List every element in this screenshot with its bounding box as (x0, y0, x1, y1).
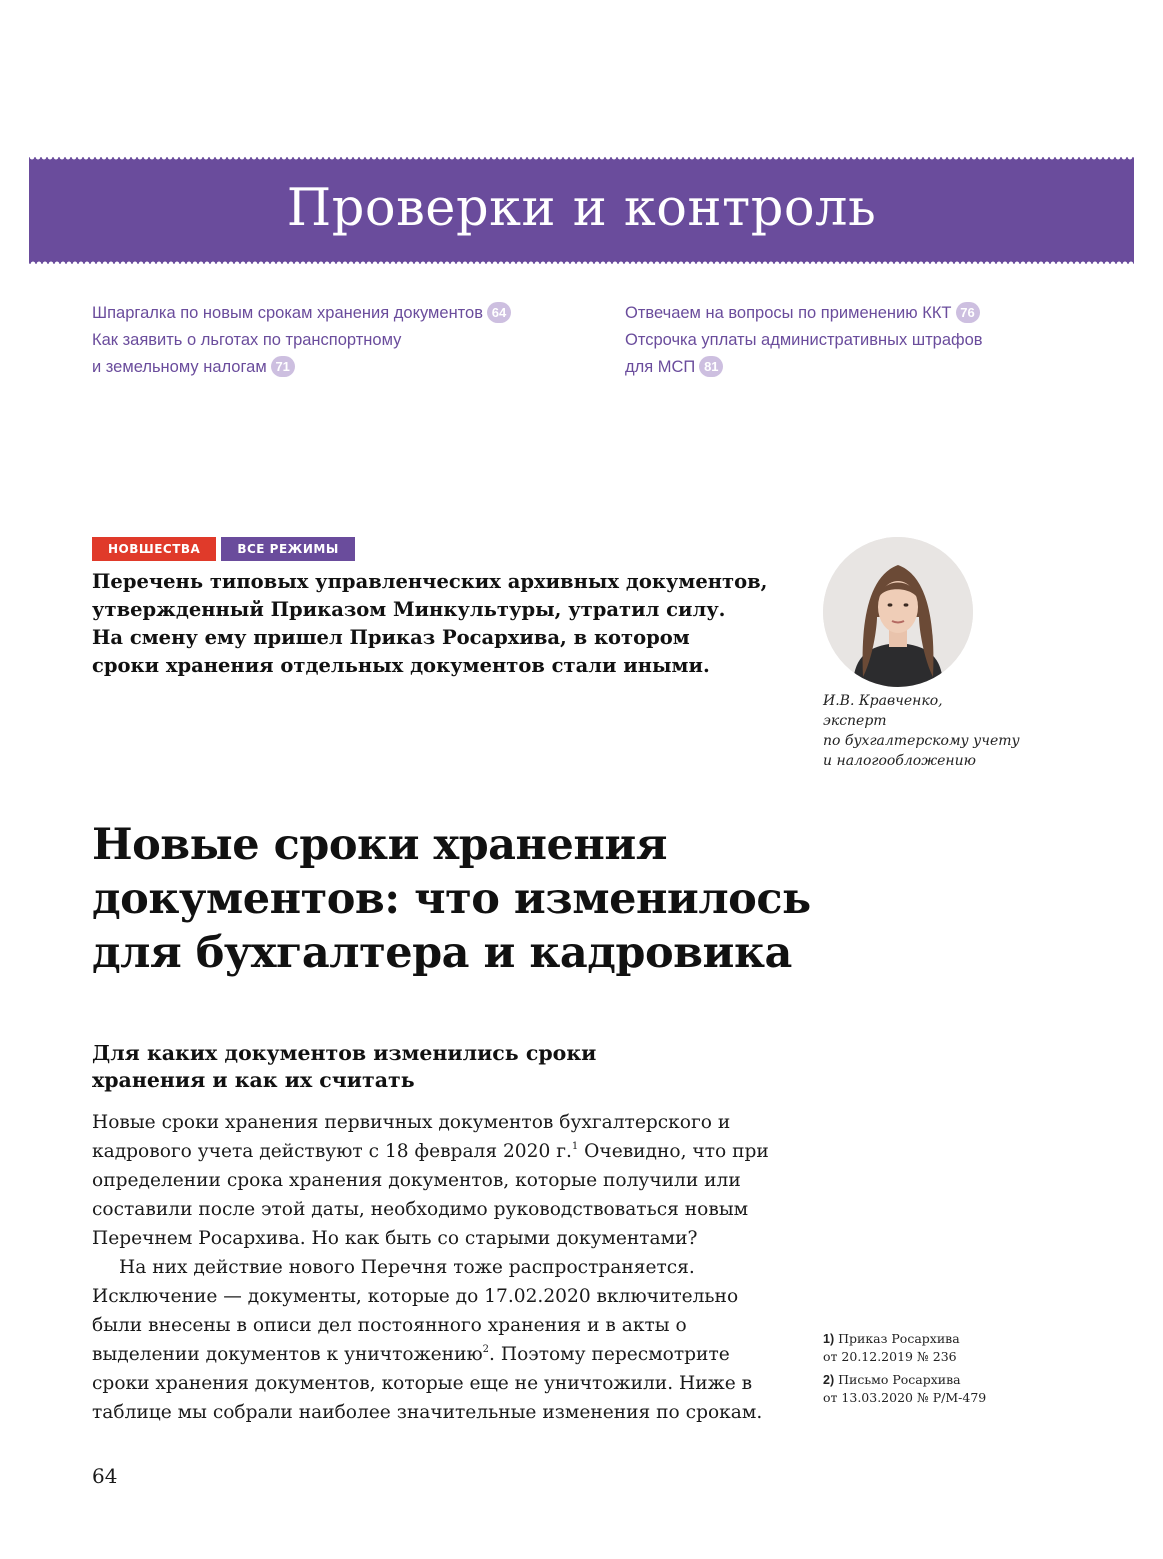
toc-item[interactable]: Отвечаем на вопросы по применению ККТ 76 (625, 300, 1075, 327)
page-badge: 64 (487, 302, 511, 323)
tag-all-regimes: ВСЕ РЕЖИМЫ (221, 537, 354, 561)
footnote-ref[interactable]: 1 (571, 1141, 579, 1152)
page-badge: 81 (699, 356, 723, 377)
lead-paragraph: Перечень типовых управленческих архивных документов, утвержденный Приказом Минкультуры, утратил силу. На смену ему пришел Приказ Росархива, в котором сроки хранения отдельных документов стали иными. (92, 570, 768, 677)
toc-left (92, 300, 562, 381)
author-photo (823, 537, 973, 687)
toc-right (625, 300, 1075, 381)
article-body (92, 1108, 772, 1427)
author-name: И.В. Кравченко, (823, 693, 943, 709)
page-number: 64 (92, 1464, 118, 1488)
author-caption: И.В. Кравченко, эксперт по бухгалтерскому учету и налогообложению (823, 691, 1053, 771)
page-badge: 71 (271, 356, 295, 377)
section-banner (29, 157, 1134, 264)
section-title: Проверки и контроль (286, 179, 877, 238)
toc-item[interactable]: Отсрочка уплаты административных штрафов (625, 331, 983, 349)
footnote: 2) Письмо Росархива от 13.03.2020 № Р/М-479 (823, 1372, 987, 1405)
toc-item[interactable]: Как заявить о льготах по транспортному (92, 331, 402, 349)
page-badge: 76 (956, 302, 980, 323)
body-paragraph: На них действие нового Перечня тоже распространяется. Исключение — документы, которые до 17.02.2020 включительно были внесены в описи дел постоянного хранения и в акты о выделении документов к уничтожению$^2$. Поэтому пересмотрите сроки хранения документов, которые еще не уничтожили. Ниже в таблице мы собрали наиболее значительные изменения по срокам. (92, 1257, 763, 1423)
article-title: Новые сроки хранения документов: что изменилось для бухгалтера и кадровика (92, 820, 811, 978)
section-heading: Для каких документов изменились сроки хранения и как их считать (92, 1041, 597, 1092)
footnotes (823, 1330, 1053, 1412)
footnote-ref[interactable]: 2 (482, 1344, 490, 1355)
body-paragraph: Новые сроки хранения первичных документов бухгалтерского и кадрового учета действуют с 18 февраля 2020 г.$^1$ Очевидно, что при определении срока хранения документов, которые получили или составили после этой даты, необходимо руководствоваться новым Перечнем Росархива. Но как быть со старыми документами? (92, 1112, 769, 1249)
rubric-tags (92, 537, 360, 561)
toc-item[interactable]: Шпаргалка по новым срокам хранения документов 64 (92, 300, 562, 327)
footnote: 1) Приказ Росархива от 20.12.2019 № 236 (823, 1331, 960, 1364)
toc-item[interactable]: и земельному налогам 71 (92, 354, 562, 381)
toc-item[interactable]: для МСП 81 (625, 354, 1075, 381)
author-portrait-icon (823, 537, 973, 687)
tag-novelties: НОВШЕСТВА (92, 537, 216, 561)
